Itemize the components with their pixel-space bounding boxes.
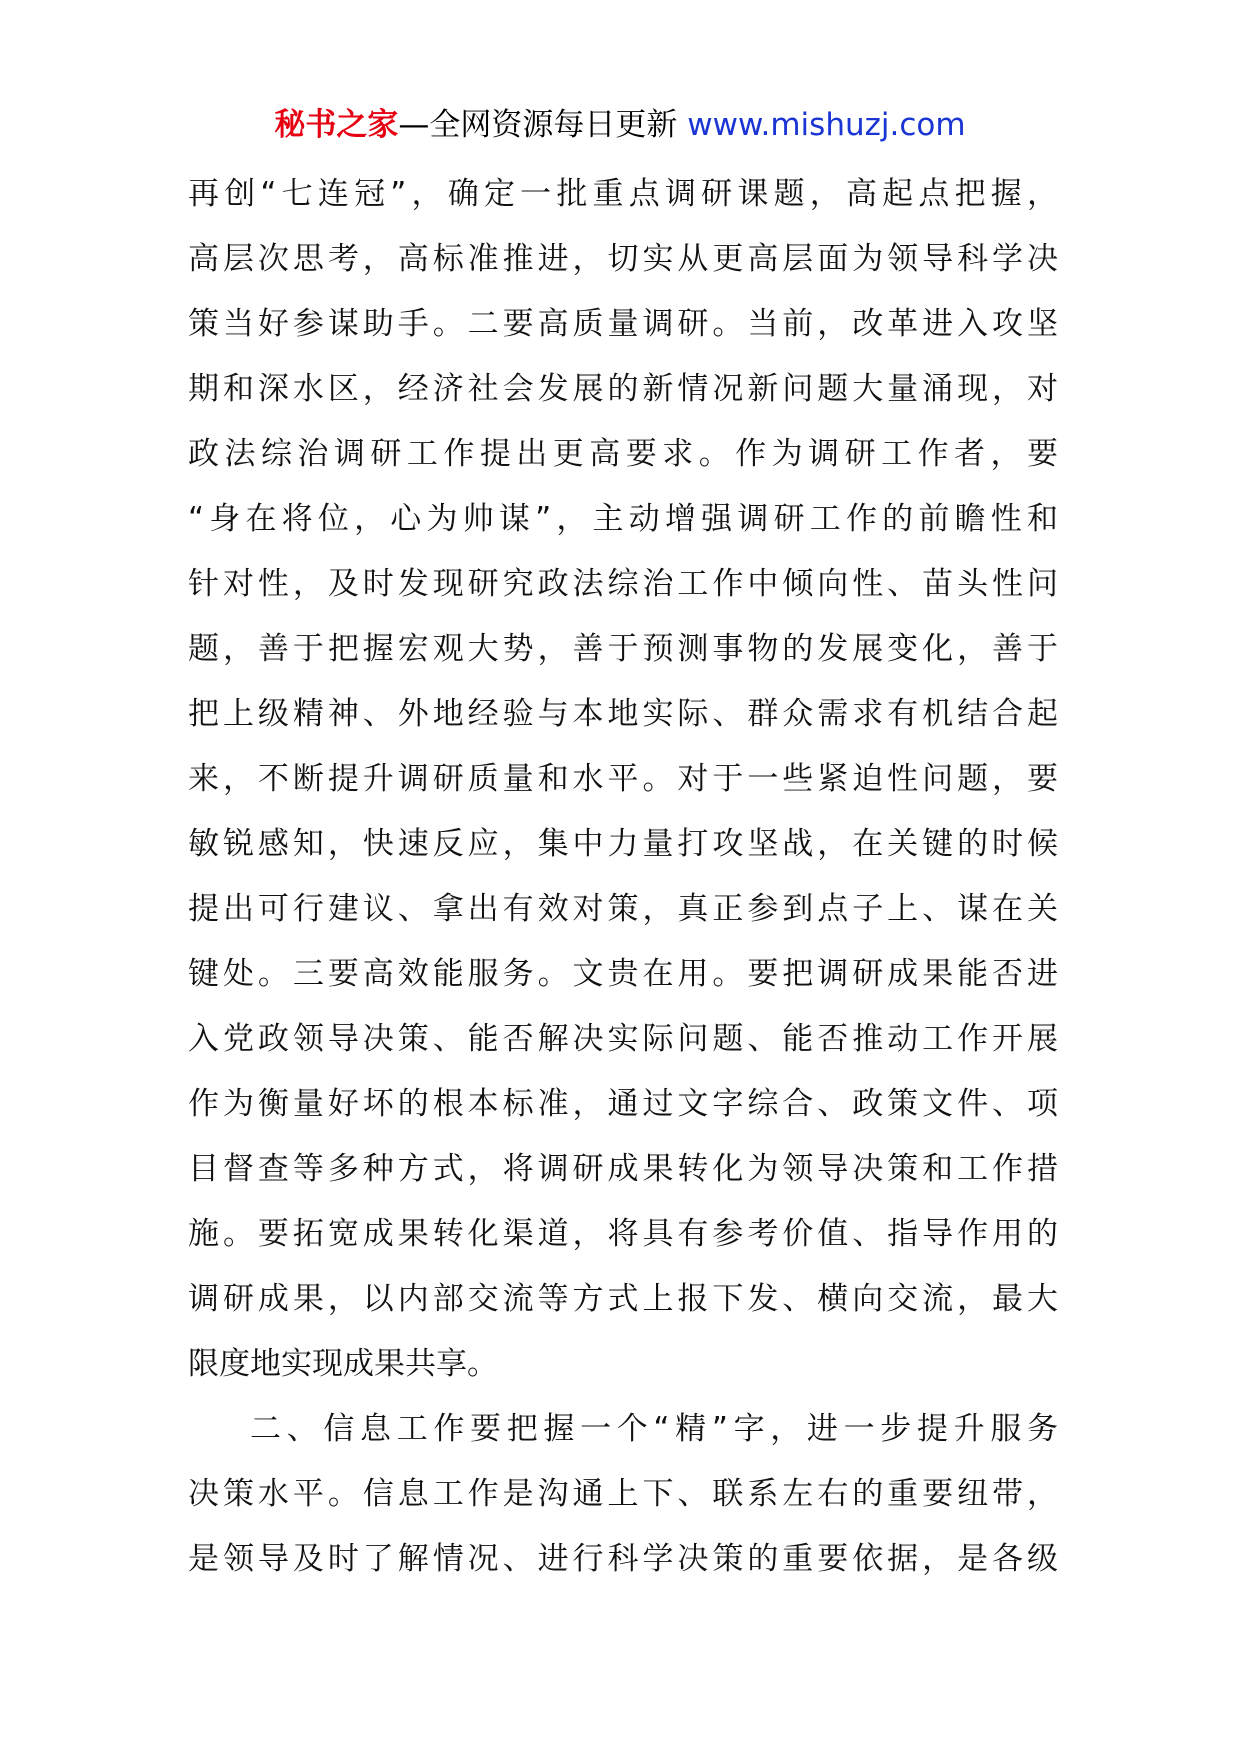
- text-line: 入党政领导决策、能否解决实际问题、能否推动工作开展: [188, 1021, 1058, 1057]
- text-line: 调研成果，以内部交流等方式上报下发、横向交流，最大: [188, 1281, 1058, 1317]
- paragraph-1: [188, 162, 1058, 1397]
- text-line: 限度地实现成果共享。: [188, 1346, 498, 1382]
- text-line: 策当好参谋助手。二要高质量调研。当前，改革进入攻坚: [188, 306, 1058, 342]
- text-line: 决策水平。信息工作是沟通上下、联系左右的重要纽带，: [188, 1476, 1058, 1512]
- text-line: 把上级精神、外地经验与本地实际、群众需求有机结合起: [188, 696, 1058, 732]
- section-heading-line: 二、信息工作要把握一个“精”字，进一步提升服务: [250, 1411, 1058, 1447]
- site-watermark-header: [0, 98, 1240, 152]
- brand-name: 秘书之家: [274, 107, 399, 143]
- brand-tagline: —全网资源每日更新: [398, 107, 688, 143]
- text-line: 针对性，及时发现研究政法综治工作中倾向性、苗头性问: [188, 566, 1058, 602]
- text-line: 施。要拓宽成果转化渠道，将具有参考价值、指导作用的: [188, 1216, 1058, 1252]
- text-line: 再创“七连冠”，确定一批重点调研课题，高起点把握，: [188, 176, 1058, 212]
- text-line: 高层次思考，高标准推进，切实从更高层面为领导科学决: [188, 241, 1058, 277]
- text-line: 政法综治调研工作提出更高要求。作为调研工作者，要: [188, 436, 1058, 472]
- document-body: [188, 162, 1058, 1592]
- text-line: “身在将位，心为帅谋”，主动增强调研工作的前瞻性和: [188, 501, 1058, 537]
- paragraph-2: [188, 1397, 1058, 1592]
- text-line: 提出可行建议、拿出有效对策，真正参到点子上、谋在关: [188, 891, 1058, 927]
- text-line: 键处。三要高效能服务。文贵在用。要把调研成果能否进: [188, 956, 1058, 992]
- text-line: 目督查等多种方式，将调研成果转化为领导决策和工作措: [188, 1151, 1058, 1187]
- text-line: 敏锐感知，快速反应，集中力量打攻坚战，在关键的时候: [188, 826, 1058, 862]
- text-line: 作为衡量好坏的根本标准，通过文字综合、政策文件、项: [188, 1086, 1058, 1122]
- text-line: 期和深水区，经济社会发展的新情况新问题大量涌现，对: [188, 371, 1058, 407]
- text-line: 是领导及时了解情况、进行科学决策的重要依据，是各级: [188, 1541, 1058, 1577]
- site-url: www.mishuzj.com: [687, 107, 966, 143]
- text-line: 来，不断提升调研质量和水平。对于一些紧迫性问题，要: [188, 761, 1058, 797]
- text-line: 题，善于把握宏观大势，善于预测事物的发展变化，善于: [188, 631, 1058, 667]
